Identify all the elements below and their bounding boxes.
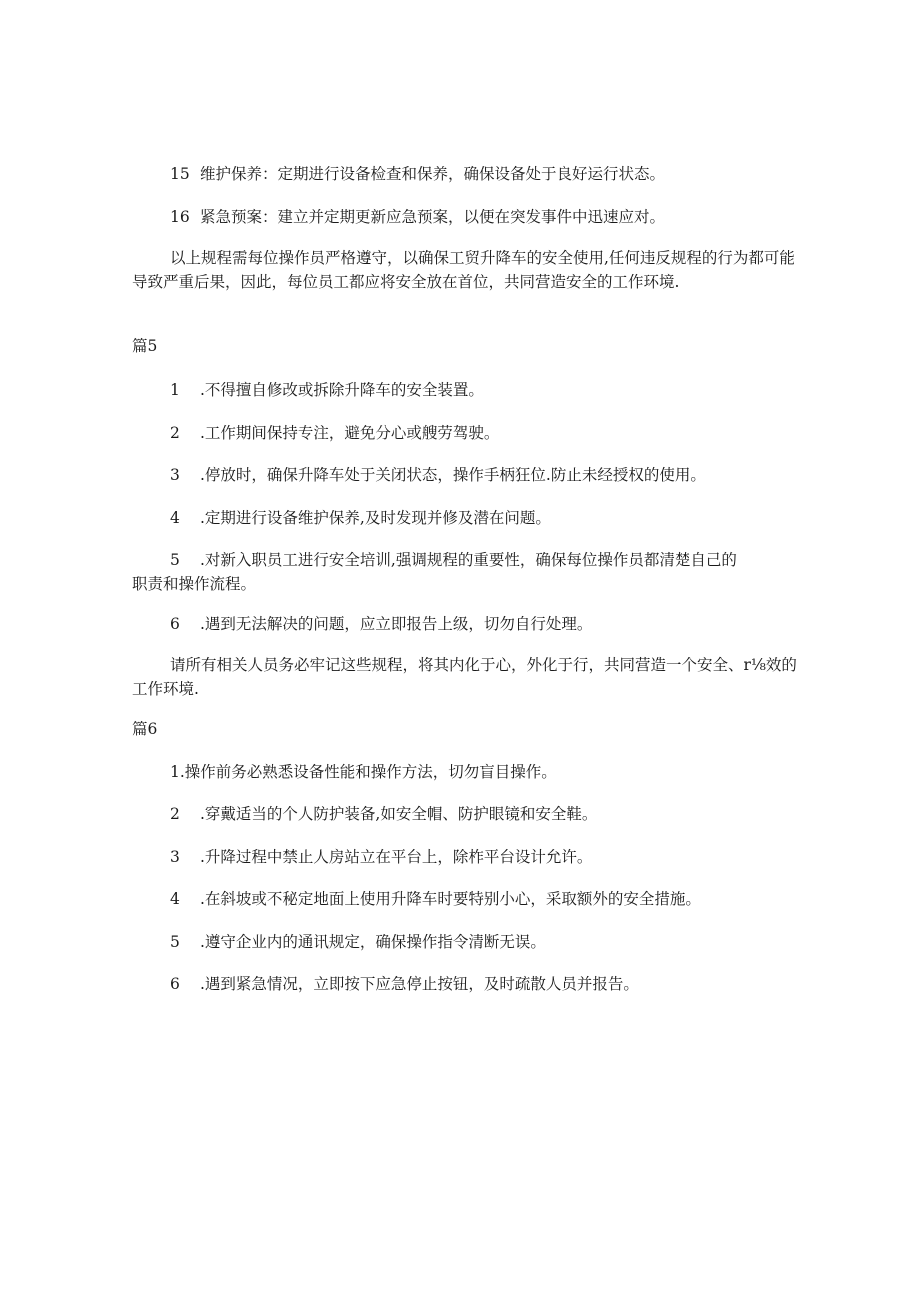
item-text: 1.操作前务必熟悉设备性能和操作方法，切勿盲目操作。 <box>170 763 557 781</box>
closing-paragraph: 以上规程需每位操作员严格遵守，以确保工贸升降车的安全使用,任何违反规程的行为都可能导致严重后果，因此，每位员工都应将安全放在首位，共同营造安全的工作环境. <box>132 249 795 291</box>
item-text: 紧急预案：建立并定期更新应急预案，以便在突发事件中迅速应对。 <box>200 208 666 226</box>
list-item <box>170 421 499 445</box>
section-title: 篇5 <box>132 337 158 355</box>
list-item <box>170 887 701 911</box>
list-item <box>170 930 546 954</box>
item-number: 5 <box>170 551 180 569</box>
item-number: 5 <box>170 933 180 951</box>
item-text: .在斜坡或不秘定地面上使用升降车时要特别小心，采取额外的安全措施。 <box>200 890 701 908</box>
item-number: 2 <box>170 805 180 823</box>
item-number: 2 <box>170 424 180 442</box>
item-number: 16 <box>170 208 190 226</box>
item-text: .定期进行设备维护保养,及时发现并修及潜在问题。 <box>200 509 551 527</box>
item-number: 3 <box>170 466 180 484</box>
item-number: 6 <box>170 975 180 993</box>
item-text: .穿戴适当的个人防护装备,如安全帽、防护眼镜和安全鞋。 <box>200 805 598 823</box>
list-item <box>170 378 484 402</box>
item-number: 4 <box>170 509 180 527</box>
list-item <box>170 802 597 826</box>
section-title: 篇6 <box>132 720 158 738</box>
item-text: .遵守企业内的通讯规定，确保操作指令清断无误。 <box>200 933 546 951</box>
list-item <box>170 845 592 869</box>
item-text: .升降过程中禁止人房站立在平台上，除柞平台设计允许。 <box>200 848 593 866</box>
item-text: .停放时，确保升降车处于关闭状态，操作手柄狂位.防止未经授权的使用。 <box>200 466 706 484</box>
list-item <box>170 612 592 636</box>
item-text: .不得擅自修改或拆除升降车的安全装置。 <box>200 381 484 399</box>
list-item <box>170 972 639 996</box>
list-item <box>170 506 551 530</box>
item-continuation: 职责和操作流程。 <box>132 575 257 593</box>
item-number: 3 <box>170 848 180 866</box>
item-number: 4 <box>170 890 180 908</box>
list-item <box>170 162 665 186</box>
item-number: 6 <box>170 615 180 633</box>
item-number: 1 <box>170 381 180 399</box>
item-text: .工作期间保持专注，避免分心或艘劳驾驶。 <box>200 424 500 442</box>
list-item <box>170 548 737 572</box>
item-text: .对新入职员工进行安全培训,强调规程的重要性，确保每位操作员都清楚自己的 <box>200 551 737 569</box>
list-item <box>170 760 557 784</box>
closing-paragraph: 请所有相关人员务必牢记这些规程，将其内化于心，外化于行，共同营造一个安全、r⅛效的工作环境. <box>132 656 797 698</box>
list-item <box>170 205 665 229</box>
item-text: .遇到无法解决的问题，应立即报告上级，切勿自行处理。 <box>200 615 593 633</box>
item-number: 15 <box>170 165 190 183</box>
item-text: 维护保养：定期进行设备检查和保养，确保设备处于良好运行状态。 <box>200 165 666 183</box>
item-text: .遇到紧急情况，立即按下应急停止按钮，及时疏散人员并报告。 <box>200 975 639 993</box>
list-item <box>170 463 706 487</box>
